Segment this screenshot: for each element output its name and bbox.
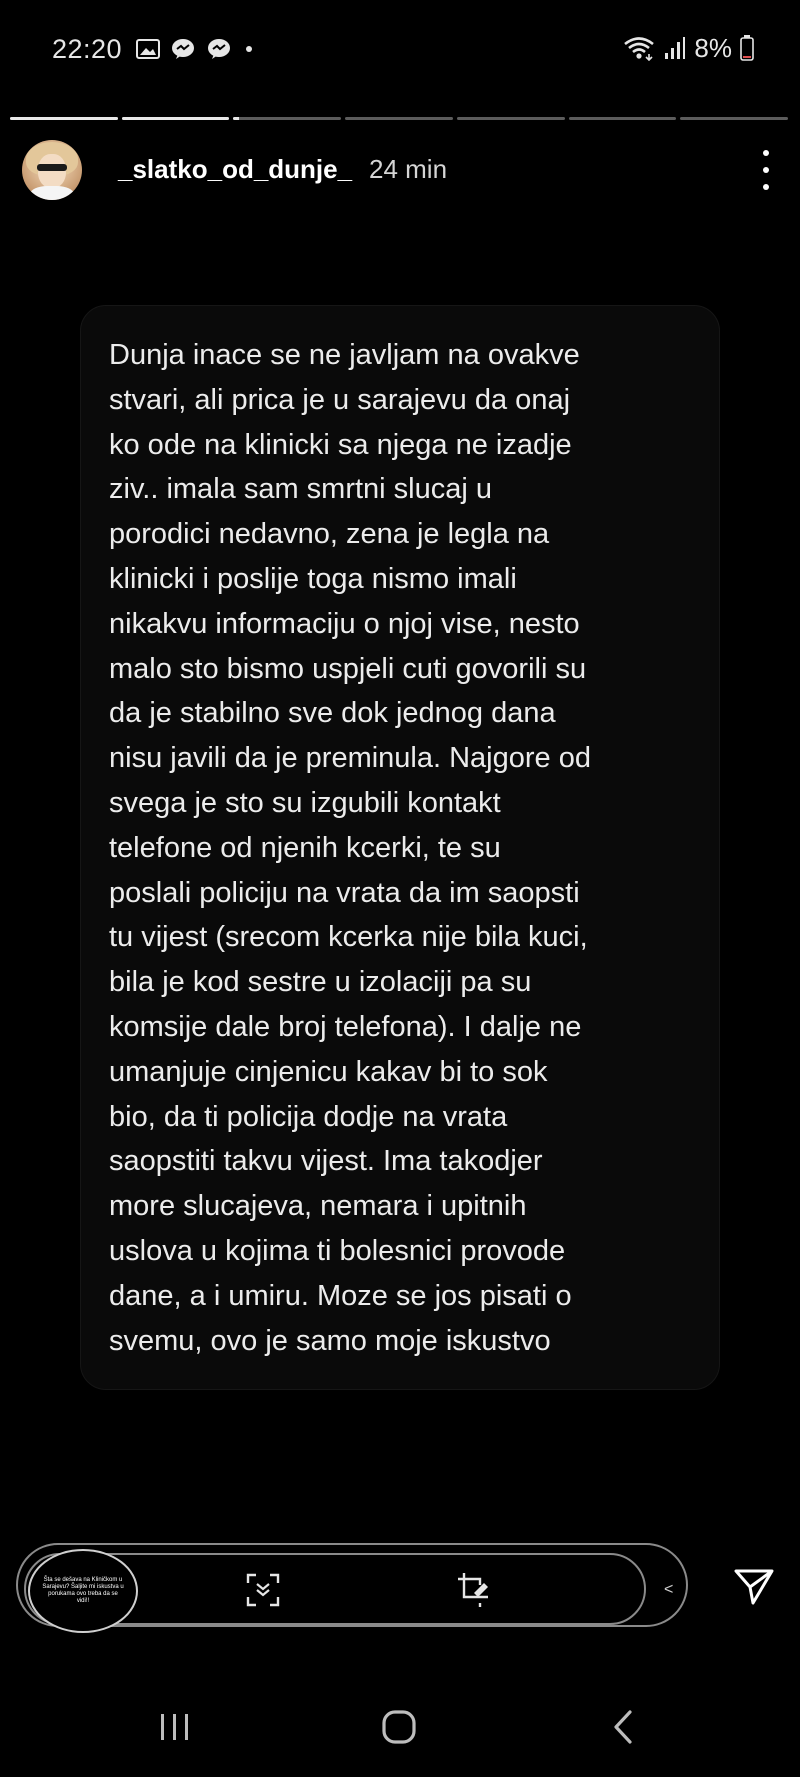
status-bar <box>0 0 800 100</box>
story-progress-segment <box>233 117 341 120</box>
question-sticker[interactable] <box>28 1549 138 1633</box>
collapse-arrow[interactable]: < <box>664 1581 674 1598</box>
message-card <box>80 305 720 1390</box>
story-progress-segment <box>122 117 230 120</box>
signal-icon <box>664 36 686 60</box>
sticker-text: Šta se dešava na Kliničkom u Sarajevu? Šaljite mi iskustva u porukama ovo treba da se vidi!! <box>42 1577 124 1604</box>
wifi-icon <box>622 35 656 61</box>
back-icon[interactable] <box>610 1708 636 1746</box>
battery-level: 8% <box>694 32 732 63</box>
battery-low-icon <box>740 35 754 61</box>
navigation-bar <box>0 1690 800 1777</box>
gallery-icon <box>136 39 160 59</box>
crop-edit-icon[interactable] <box>456 1571 492 1607</box>
status-time: 22:20 <box>52 34 123 64</box>
send-icon[interactable] <box>734 1568 774 1606</box>
system-icons <box>622 30 754 66</box>
message-bubble-icon <box>206 38 232 60</box>
story-progress-segment <box>10 117 118 120</box>
post-time: 24 min <box>369 154 448 184</box>
story-progress-segment <box>569 117 677 120</box>
story-progress-segment <box>680 117 788 120</box>
username[interactable]: _slatko_od_dunje_ <box>118 154 353 184</box>
story-progress-segment <box>457 117 565 120</box>
story-progress-bars <box>10 117 788 121</box>
message-text: Dunja inace se ne javljam na ovakve stvari, ali prica je u sarajevu da onaj ko ode na klinicki sa njega ne izadje ziv.. imala sam smrtni slucaj u porodici nedavno, zena je legla na klinicki i poslije toga nismo imali nikakvu informaciju o njoj vise, nesto malo sto bismo uspjeli cuti govorili su da je stabilno sve dok jednog dana nisu javili da je preminula. Najgore od svega je sto su izgubili kontakt telefone od njenih kcerki, te su poslali policiju na vrata da im saopsti tu vijest (srecom kcerka nije bila kuci, bila je kod sestre u izolaciji pa su komsije dale broj telefona). I dalje ne umanjuje cinjenicu kakav bi to sok bio, da ti policija dodje na vrata saopstiti takvu vijest. Ima takodjer more slucajeva, nemara i upitnih uslova u kojima ti bolesnici provode dane, a i umiru. Moze se jos pisati o svemu, ovo je samo moje iskustvo <box>109 339 591 1357</box>
message-bubble-icon <box>170 38 196 60</box>
home-icon[interactable] <box>380 1708 418 1746</box>
sticker-tray <box>24 1553 674 1625</box>
story-header <box>22 140 782 202</box>
avatar[interactable] <box>22 140 82 200</box>
recent-apps-icon[interactable] <box>158 1712 192 1742</box>
dot-icon <box>242 42 256 56</box>
more-options-icon[interactable] <box>760 150 772 190</box>
scan-icon[interactable] <box>246 1573 280 1607</box>
notification-icons <box>136 34 256 64</box>
reply-bar[interactable] <box>16 1543 688 1627</box>
story-progress-segment <box>345 117 453 120</box>
